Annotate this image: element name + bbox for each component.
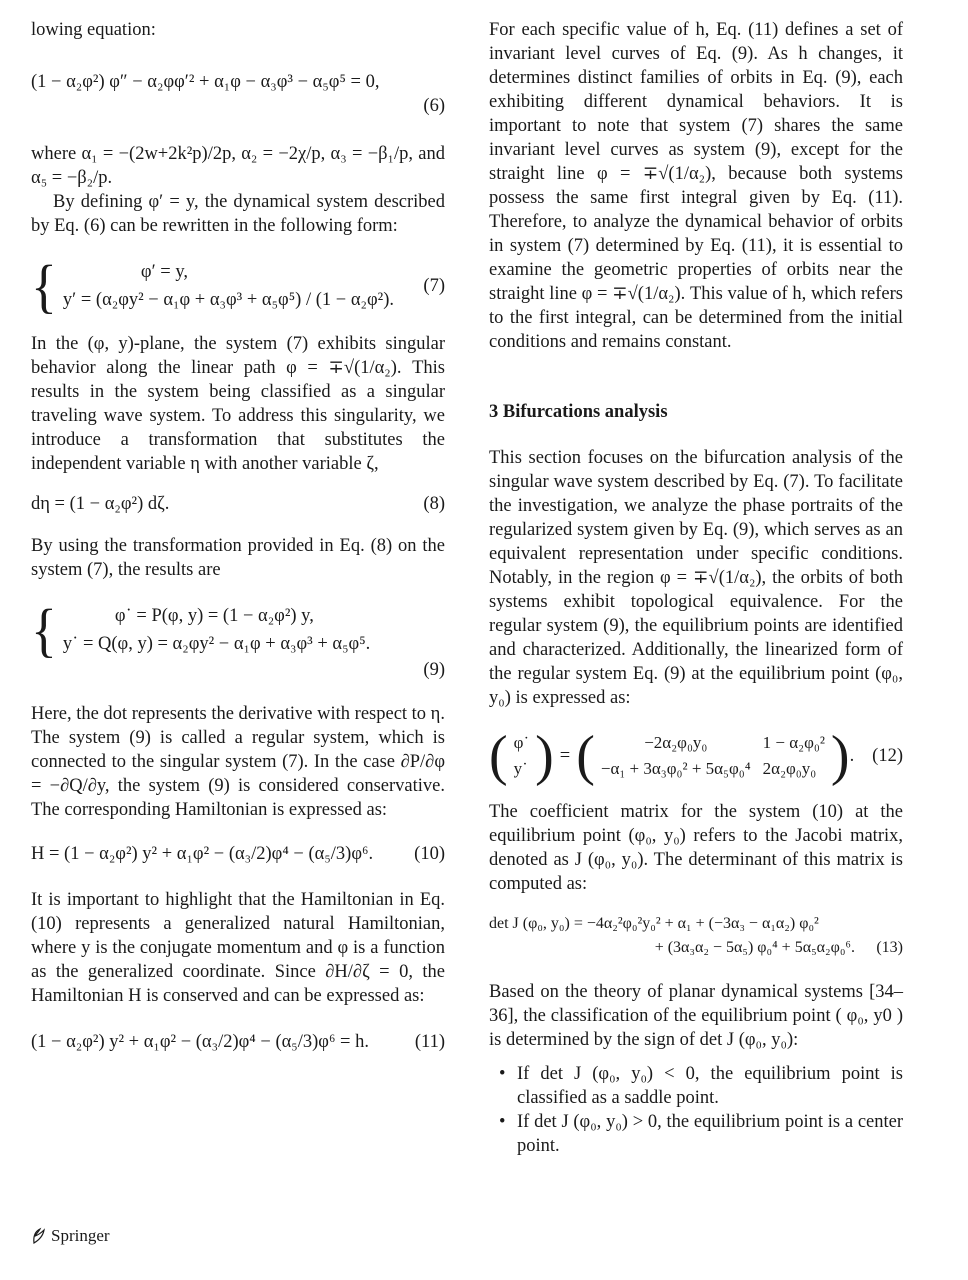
equation-11-body: (1 − α₂φ²) y² + α₁φ² − (α₃/2)φ⁴ − (α₅/3)φ⁶ = h.: [31, 1032, 369, 1052]
equation-6-number: (6): [423, 96, 445, 116]
regular-system-paragraph: Here, the dot represents the derivative with respect to η. The system (9) is called a regular system, which is connected to the singular system (7). In the case ∂P/∂φ = −∂Q/∂y, the system (9) is considered conservative. The corresponding Hamiltonian is expressed as:: [31, 704, 445, 820]
level-curves-paragraph: For each specific value of h, Eq. (11) defines a set of invariant level curves of Eq. (9). As h changes, it determines distinct families of orbits in Eq. (9), each exhibiting different dynamical behaviors. It is important to note that system (7) shares the same invariant level curves as system (9), except for the straight line φ = ∓√(1/α₂), because both systems possess the same first integral given by Eq. (11). Therefore, to analyze the dynamical behavior of orbits in system (7) determined by Eq. (11), it is essential to examine the geometric properties of orbits near the straight line φ = ∓√(1/α₂). This value of h, which refers to the first integral, can be determined from the initial conditions and remains constant.: [489, 20, 903, 352]
bifurcation-paragraph: This section focuses on the bifurcation analysis of the singular wave system described by Eq. (7). To facilitate the investigation, we analyze the phase portraits of the regularized system given by Eq. (9), which serves as an equivalent representation under specific conditions. Notably, in the region φ = ∓√(1/α₂), the orbits of both systems exhibit topological equivalence. For the regular system (9), the equilibrium points are identified and characterized. Additionally, the linearized form of the regular system Eq. (9) at the equilibrium point (φ₀, y₀) is expressed as:: [489, 448, 903, 708]
equation-9-line-2: y˙ = Q(φ, y) = α₂φy² − α₁φ + α₃φ³ + α₅φ⁵.: [62, 634, 371, 654]
equation-8: [31, 492, 445, 516]
equation-9-line-1: φ˙ = P(φ, y) = (1 − α₂φ²) y,: [114, 606, 314, 626]
equation-8-number: (8): [423, 494, 445, 514]
section-heading: 3 Bifurcations analysis: [489, 402, 668, 422]
matrix-a12: 1 − α₂φ₀²: [762, 733, 825, 752]
equation-7-line-2: y′ = (α₂φy² − α₁φ + α₃φ³ + α₅φ⁵) / (1 − α₂φ²).: [62, 290, 394, 310]
right-column: [489, 18, 903, 1158]
equation-6-body: (1 − α₂φ²) φ″ − α₂φφ′² + α₁φ − α₃φ³ − α₅φ⁵ = 0,: [31, 72, 380, 92]
equation-10-number: (10): [414, 844, 445, 864]
equation-12-lhs-top: φ˙: [513, 733, 530, 752]
brace-icon: {: [31, 253, 57, 319]
equation-11: [31, 1030, 445, 1054]
where-paragraph: where α₁ = −(2w+2k²p)/2p, α₂ = −2χ/p, α₃ = −β₁/p, and α₅ = −β₂/p.: [31, 144, 445, 188]
springer-logo-icon: [31, 1227, 47, 1245]
equation-12-number: (12): [872, 746, 903, 766]
transformation-paragraph: By using the transformation provided in Eq. (8) on the system (7), the results are: [31, 536, 445, 580]
defining-paragraph: By defining φ′ = y, the dynamical system described by Eq. (6) can be rewritten in the following form:: [31, 192, 445, 236]
equation-10: [31, 842, 445, 866]
equation-13-line-2: + (3α₃α₂ − 5α₅) φ₀⁴ + 5α₅α₂φ₀⁶.: [654, 939, 855, 956]
equation-13: [489, 912, 903, 960]
equation-7: [31, 253, 445, 319]
jacobi-matrix: [595, 730, 831, 782]
list-item: • If det J (φ₀, y₀) > 0, the equilibrium point is a center point.: [489, 1110, 903, 1158]
hamiltonian-paragraph: It is important to highlight that the Hamiltonian in Eq. (10) represents a generalized natural Hamiltonian, where y is the conjugate momentum and φ is a function as the generalized coordinate. Since ∂H/∂ζ = 0, the Hamiltonian H is conserved and can be expressed as:: [31, 890, 445, 1006]
singular-paragraph: In the (φ, y)-plane, the system (7) exhibits singular behavior along the linear path φ = ∓√(1/α₂). This results in the system being classified as a singular traveling wave system. To address this singularity, we introduce a transformation that substitutes the independent variable η with another variable ζ,: [31, 334, 445, 474]
matrix-a21: −α₁ + 3α₃φ₀² + 5α₅φ₀⁴: [600, 759, 751, 778]
left-column: [31, 18, 445, 1054]
page-footer: [31, 1224, 110, 1248]
matrix-a11: −2α₂φ₀y₀: [644, 733, 708, 752]
publisher-name: Springer: [51, 1226, 110, 1245]
equation-13-line-1: det J (φ₀, y₀) = −4α₂²φ₀²y₀² + α₁ + (−3α₃ − α₁α₂) φ₀²: [489, 915, 819, 932]
equation-13-number: (13): [876, 939, 903, 956]
matrix-a22: 2α₂φ₀y₀: [762, 759, 817, 778]
equation-6: [31, 70, 445, 94]
equation-9: [31, 597, 445, 663]
equation-8-body: dη = (1 − α₂φ²) dζ.: [31, 494, 170, 514]
equation-11-number: (11): [414, 1032, 445, 1052]
jacobi-paragraph: The coefficient matrix for the system (10) at the equilibrium point (φ₀, y₀) refers to the Jacobi matrix, denoted as J (φ₀, y₀). The determinant of this matrix is computed as:: [489, 802, 903, 894]
classification-list: [489, 1062, 903, 1158]
equation-10-body: H = (1 − α₂φ²) y² + α₁φ² − (α₃/2)φ⁴ − (α₅/3)φ⁶.: [31, 844, 374, 864]
equation-7-line-1: φ′ = y,: [140, 262, 189, 282]
equation-9-number: (9): [423, 660, 445, 680]
brace-icon: {: [31, 597, 57, 663]
equation-7-number: (7): [423, 276, 445, 296]
paragraph-continuation: lowing equation:: [31, 20, 156, 40]
list-item: • If det J (φ₀, y₀) < 0, the equilibrium point is classified as a saddle point.: [489, 1062, 903, 1110]
equation-12: ( φ˙ y˙ ) = ( −2α₂φ₀y₀ 1 − α₂φ₀² −α₁ + 3α₃φ₀² + 5α₅φ₀⁴ 2α₂φ₀y₀ ) . (12): [489, 725, 903, 787]
equation-12-lhs-bottom: y˙: [513, 759, 528, 778]
classification-paragraph: Based on the theory of planar dynamical systems [34–36], the classification of the equilibrium point ( φ₀, y0 ) is determined by the sign of det J (φ₀, y₀):: [489, 982, 903, 1050]
